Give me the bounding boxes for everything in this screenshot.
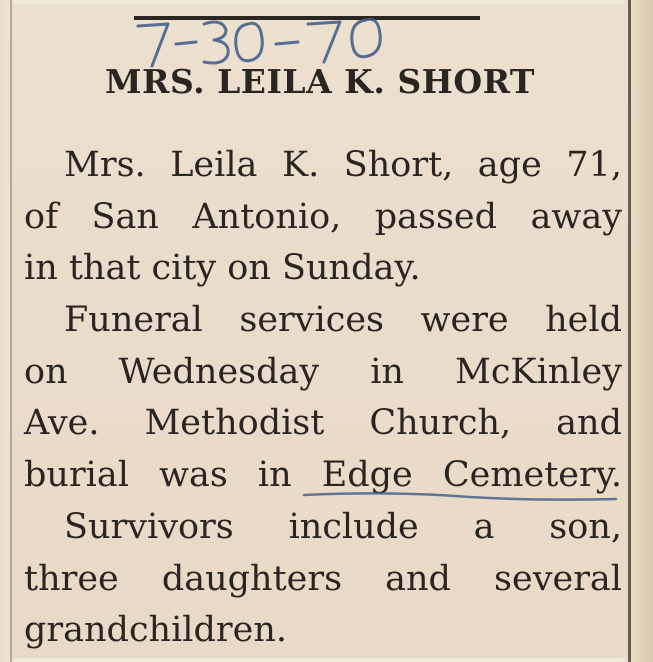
body-line-7: burial was in Edge Cemetery.	[24, 455, 622, 496]
body-line-2: of San Antonio, passed away	[24, 196, 622, 237]
clipping-edge-right	[628, 0, 631, 662]
body-line-6: Ave. Methodist Church, and	[24, 403, 622, 444]
body-line-5: on Wednesday in McKinley	[24, 351, 622, 392]
pen-underline-stroke	[300, 485, 620, 509]
obituary-body	[24, 140, 622, 657]
body-line-4: Funeral services were held	[64, 300, 622, 341]
clipping-edge-left	[10, 0, 12, 662]
body-line-1: Mrs. Leila K. Short, age 71,	[64, 145, 622, 185]
obituary-headline: MRS. LEILA K. SHORT	[105, 62, 535, 101]
body-line-8: Survivors include a son,	[64, 506, 622, 547]
body-line-10: grandchildren.	[24, 610, 287, 651]
body-line-9: three daughters and several	[24, 558, 622, 599]
pen-underline-mark	[300, 485, 620, 509]
body-line-3: in that city on Sunday.	[24, 248, 421, 289]
